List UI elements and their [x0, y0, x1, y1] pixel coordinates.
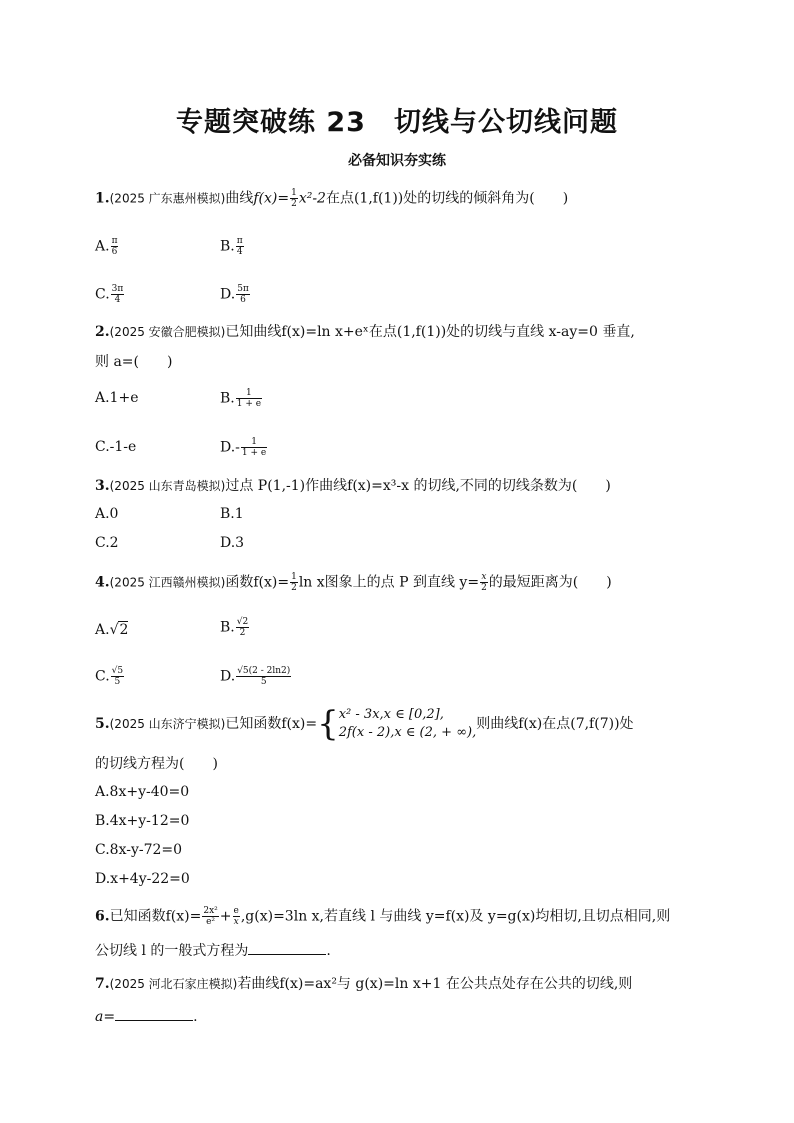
option-d[interactable]	[220, 666, 292, 687]
question-text: a=	[95, 1009, 116, 1025]
option-label: D.	[220, 286, 236, 303]
question-number: 7.	[95, 976, 110, 992]
fraction-denominator: 1 + e	[241, 448, 267, 458]
fraction-denominator: 2	[291, 583, 297, 593]
option-label: A.	[95, 238, 110, 255]
question-source: (2025 广东惠州模拟)	[109, 191, 226, 206]
question-source: (2025 山东济宁模拟)	[109, 717, 226, 731]
question-text: 若曲线f(x)=ax²与 g(x)=ln x+1 在公共点处存在公共的切线,则	[237, 976, 633, 992]
question-source: (2025 山东青岛模拟)	[109, 479, 226, 493]
question-text: 则 a=( )	[95, 354, 173, 370]
section-subtitle: 必备知识夯实练	[348, 153, 446, 169]
question-text: 在点(1,f(1))处的切线的倾斜角为( )	[325, 190, 569, 207]
question-text: 曲线	[225, 190, 254, 207]
plus-sign: +	[219, 908, 232, 925]
question-text: ln x图象上的点 P 到直线 y=	[298, 574, 480, 591]
option-label: B.	[220, 390, 235, 407]
question-number: 5.	[95, 716, 110, 732]
option-a[interactable]: A.8x+y-40=0	[95, 784, 190, 800]
fraction-denominator: 6	[111, 247, 118, 257]
question-number: 2.	[95, 324, 110, 340]
question-text: 公切线 l 的一般式方程为	[95, 943, 249, 959]
func-expr: x²-2	[298, 190, 326, 207]
fraction-numerator: 1	[241, 437, 267, 448]
option-label: C.	[95, 286, 110, 303]
fraction-numerator: 1	[236, 388, 262, 399]
question-number: 6.	[95, 908, 110, 925]
fraction-numerator: π	[236, 236, 243, 246]
option-label: C.	[95, 668, 110, 685]
question-7-line-2	[95, 1006, 198, 1027]
fraction-numerator: π	[111, 236, 118, 246]
radicand: 2	[119, 622, 129, 638]
fraction-denominator: 6	[240, 295, 246, 305]
fraction-denominator: 4	[236, 247, 243, 257]
option-b[interactable]	[220, 617, 250, 638]
option-d[interactable]: D.x+4y-22=0	[95, 871, 190, 887]
sqrt-icon: √	[109, 622, 119, 638]
question-text: 已知曲线f(x)=ln x+eˣ在点(1,f(1))处的切线与直线 x-ay=0 垂直,	[225, 324, 635, 340]
option-d[interactable]: D.3	[220, 535, 245, 551]
question-5	[95, 705, 634, 743]
fraction-numerator: x	[481, 572, 487, 582]
fraction-denominator: 2	[239, 628, 246, 638]
option-a[interactable]	[95, 236, 119, 257]
fraction-denominator: 2	[291, 199, 297, 209]
fraction	[290, 188, 298, 209]
fraction-numerator: 1	[291, 572, 297, 582]
question-source: (2025 河北石家庄模拟)	[109, 977, 238, 991]
question-text: 过点 P(1,-1)作曲线f(x)=x³-x 的切线,不同的切线条数为( )	[225, 478, 611, 494]
piecewise-case: 2f(x - 2),x ∈ (2, + ∞),	[338, 725, 477, 740]
fraction-numerator: √5	[111, 666, 124, 676]
fraction	[480, 572, 488, 593]
question-4	[95, 572, 612, 593]
fraction-numerator: √2	[236, 617, 249, 627]
option-a[interactable]: A.0	[95, 506, 119, 522]
option-b[interactable]: B.1	[220, 506, 244, 522]
answer-blank[interactable]	[115, 1006, 193, 1021]
fraction-denominator: 4	[114, 295, 121, 305]
option-a[interactable]: A.1+e	[95, 390, 139, 406]
question-text: ,g(x)=3ln x,若直线 l 与曲线 y=f(x)及 y=g(x)均相切,且切点相同,则	[240, 908, 671, 925]
fraction-numerator: 3π	[111, 284, 124, 294]
option-label: B.	[220, 238, 235, 255]
question-2-line-2	[95, 352, 172, 372]
period: .	[193, 1009, 198, 1025]
fraction-denominator: x	[233, 917, 239, 927]
question-7	[95, 974, 632, 994]
question-text: 的最短距离为( )	[488, 574, 612, 591]
question-text: 则曲线f(x)在点(7,f(7))处	[476, 716, 634, 732]
question-6-line-2	[95, 940, 331, 961]
question-text: 函数f(x)=	[225, 574, 290, 591]
question-1	[95, 188, 568, 209]
fraction-denominator: e²	[206, 917, 216, 927]
option-a[interactable]	[95, 620, 128, 640]
option-b[interactable]	[220, 236, 245, 257]
brace-icon: {	[317, 704, 339, 744]
option-c[interactable]	[95, 666, 125, 687]
question-2	[95, 322, 635, 342]
option-c[interactable]: C.8x-y-72=0	[95, 842, 183, 858]
fraction-numerator: 5π	[237, 284, 249, 294]
question-source: (2025 安徽合肥模拟)	[109, 325, 226, 339]
option-label: B.	[220, 619, 235, 636]
fraction-numerator: √5(2 - 2ln2)	[237, 666, 291, 676]
option-c[interactable]: C.-1-e	[95, 439, 137, 455]
question-text: 已知函数f(x)=	[225, 716, 318, 732]
fraction	[290, 572, 298, 593]
fraction	[233, 906, 240, 927]
option-label: D.-	[220, 439, 240, 456]
fraction	[202, 906, 218, 927]
question-text: 的切线方程为( )	[95, 756, 218, 772]
option-c[interactable]: C.2	[95, 535, 119, 551]
piecewise-function	[317, 705, 476, 743]
option-b[interactable]: B.4x+y-12=0	[95, 813, 190, 829]
answer-blank[interactable]	[248, 940, 326, 955]
page-title: 专题突破练 23 切线与公切线问题	[176, 107, 618, 138]
fraction-denominator: 1 + e	[236, 399, 262, 409]
fraction-denominator: 2	[481, 583, 487, 593]
option-label: D.	[220, 668, 236, 685]
func-expr: f(x)=	[253, 190, 290, 207]
option-d[interactable]	[220, 437, 268, 458]
question-number: 1.	[95, 190, 110, 207]
option-b[interactable]	[220, 388, 263, 409]
fraction-numerator: e	[233, 906, 239, 916]
question-source: (2025 江西赣州模拟)	[109, 575, 226, 590]
period: .	[326, 943, 331, 959]
piecewise-case: x² - 3x,x ∈ [0,2],	[338, 707, 444, 722]
option-d[interactable]	[220, 284, 251, 305]
fraction-numerator: 1	[291, 188, 297, 198]
question-number: 3.	[95, 478, 110, 494]
fraction-numerator: 2x²	[203, 906, 218, 916]
option-c[interactable]	[95, 284, 125, 305]
fraction-denominator: 5	[114, 677, 121, 687]
question-text: 已知函数f(x)=	[109, 908, 202, 925]
question-number: 4.	[95, 574, 110, 591]
fraction-denominator: 5	[260, 677, 267, 687]
question-5-line-2	[95, 754, 218, 774]
question-6	[95, 906, 670, 927]
question-3	[95, 476, 611, 496]
option-label: A.	[95, 622, 110, 638]
